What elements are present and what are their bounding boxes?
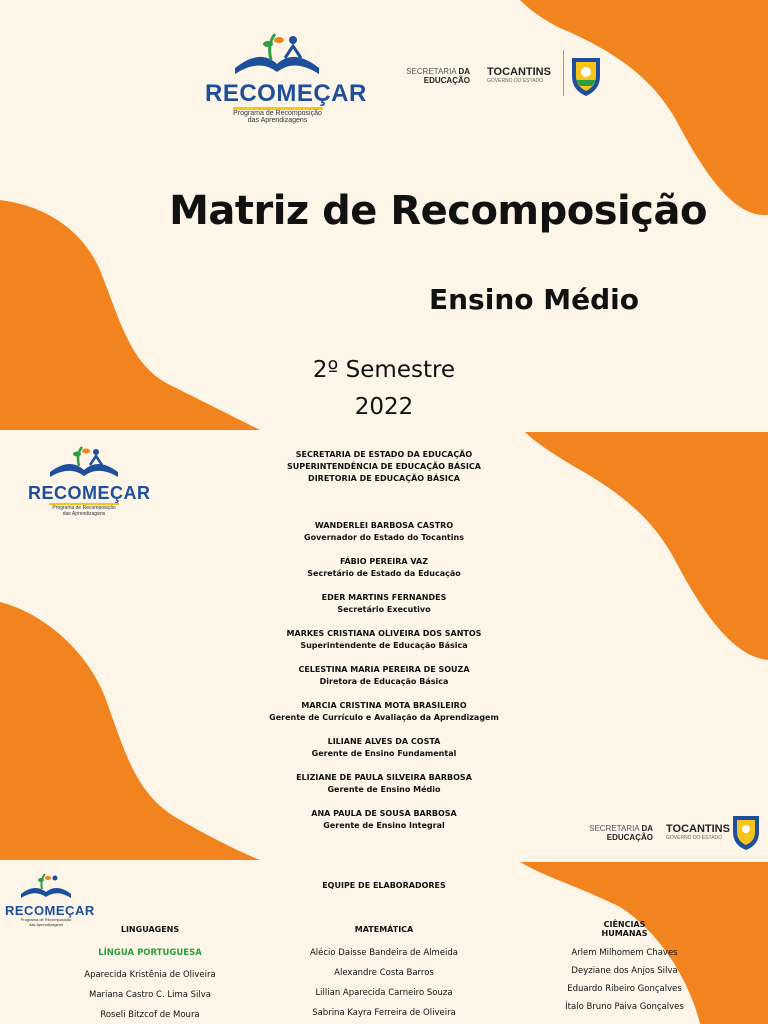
logo-tagline-2: das Aprendizagens bbox=[247, 117, 308, 124]
credit-entry: LILIANE ALVES DA COSTA Gerente de Ensino Fundamental bbox=[311, 737, 457, 758]
secretaria-label: SECRETARIA DA EDUCAÇÃO bbox=[406, 67, 470, 85]
member: Arlem Milhomem Chaves bbox=[571, 948, 678, 958]
credit-entry: ELIZIANE DE PAULA SILVEIRA BARBOSA Gerente de Ensino Médio bbox=[296, 773, 472, 794]
credits-header bbox=[234, 449, 534, 485]
credit-entry: MARCIA CRISTINA MOTA BRASILEIRO Gerente de Currículo e Avaliação da Aprendizagem bbox=[269, 701, 499, 722]
book-sprout-icon bbox=[5, 872, 87, 900]
column-heading: CIÊNCIAS bbox=[603, 920, 646, 929]
member: Deyziane dos Anjos Silva bbox=[571, 966, 678, 976]
recomecar-logo bbox=[205, 30, 367, 124]
cover-year: 2022 bbox=[354, 394, 414, 420]
credit-entry: CELESTINA MARIA PEREIRA DE SOUZA Diretora de Educação Básica bbox=[298, 665, 470, 686]
logo-name: RECOMEÇAR bbox=[205, 80, 367, 107]
member: Alexandre Costa Barros bbox=[334, 968, 434, 978]
credits-header-line: SUPERINTENDÊNCIA DE EDUCAÇÃO BÁSICA bbox=[287, 462, 481, 471]
logo-tagline-1: Programa de Recomposição bbox=[20, 917, 72, 922]
state-coat-of-arms-icon bbox=[567, 52, 605, 98]
logo-name: RECOMEÇAR bbox=[28, 483, 151, 503]
logo-tagline-2: das Aprendizagens bbox=[28, 922, 64, 927]
logo-tagline-2: das Aprendizagens bbox=[62, 511, 106, 517]
member: Mariana Castro C. Lima Silva bbox=[88, 990, 211, 1000]
member: Sabrina Kayra Ferreira de Oliveira bbox=[312, 1008, 456, 1018]
member: Lillian Aparecida Carneiro Souza bbox=[315, 988, 453, 998]
cover-page bbox=[0, 0, 768, 430]
credits-list bbox=[234, 520, 534, 844]
credit-entry: FÁBIO PEREIRA VAZ Secretário de Estado da Educação bbox=[307, 557, 461, 578]
tocantins-label: TOCANTINS GOVERNO DO ESTADO bbox=[487, 66, 551, 84]
logo-tagline-1: Programa de Recomposição bbox=[233, 110, 322, 117]
column-humanas bbox=[532, 920, 717, 1012]
credits-header-line: SECRETARIA DE ESTADO DA EDUCAÇÃO bbox=[295, 450, 473, 459]
column-matematica bbox=[284, 925, 484, 1018]
cover-semester: 2º Semestre bbox=[312, 357, 456, 383]
state-coat-of-arms-icon bbox=[730, 812, 762, 852]
member: Alécio Daisse Bandeira de Almeida bbox=[309, 948, 459, 958]
credit-entry: EDER MARTINS FERNANDES Secretário Executivo bbox=[321, 593, 447, 614]
member: Aparecida Kristênia de Oliveira bbox=[84, 970, 216, 980]
column-heading: LINGUAGENS bbox=[120, 925, 180, 934]
recomecar-logo-small bbox=[28, 444, 151, 519]
credit-entry: MARKES CRISTIANA OLIVEIRA DOS SANTOS Superintendente de Educação Básica bbox=[286, 629, 482, 650]
secretaria-header bbox=[385, 62, 610, 102]
credit-entry: ANA PAULA DE SOUSA BARBOSA Gerente de Ensino Integral bbox=[311, 809, 457, 830]
book-sprout-icon bbox=[205, 30, 350, 78]
member: Roseli Bitzcof de Moura bbox=[100, 1010, 200, 1020]
secretaria-label: SECRETARIA DA EDUCAÇÃO bbox=[589, 824, 653, 842]
column-subheading: LÍNGUA PORTUGUESA bbox=[98, 948, 202, 958]
cover-subtitle: Ensino Médio bbox=[429, 283, 639, 316]
member: Eduardo Ribeiro Gonçalves bbox=[567, 984, 682, 994]
logo-name: RECOMEÇAR bbox=[5, 903, 95, 918]
secretaria-footer bbox=[560, 812, 765, 852]
team-page bbox=[0, 862, 768, 1024]
divider bbox=[563, 50, 564, 96]
team-title: EQUIPE DE ELABORADORES bbox=[322, 881, 446, 890]
credits-page bbox=[0, 432, 768, 860]
member: Ítalo Bruno Paiva Gonçalves bbox=[565, 1002, 684, 1012]
book-sprout-icon bbox=[28, 444, 140, 480]
column-heading: HUMANAS bbox=[601, 929, 648, 938]
column-heading: MATEMÁTICA bbox=[354, 925, 414, 934]
logo-tagline-1: Programa de Recomposição bbox=[52, 505, 116, 511]
cover-title: Matriz de Recomposição bbox=[169, 188, 707, 234]
column-linguagens bbox=[50, 925, 250, 1020]
credit-entry: WANDERLEI BARBOSA CASTRO Governador do Estado do Tocantins bbox=[304, 521, 464, 542]
credits-header-line: DIRETORIA DE EDUCAÇÃO BÁSICA bbox=[308, 474, 460, 483]
tocantins-label: TOCANTINS GOVERNO DO ESTADO bbox=[666, 823, 730, 841]
recomecar-logo-tiny bbox=[5, 872, 95, 932]
